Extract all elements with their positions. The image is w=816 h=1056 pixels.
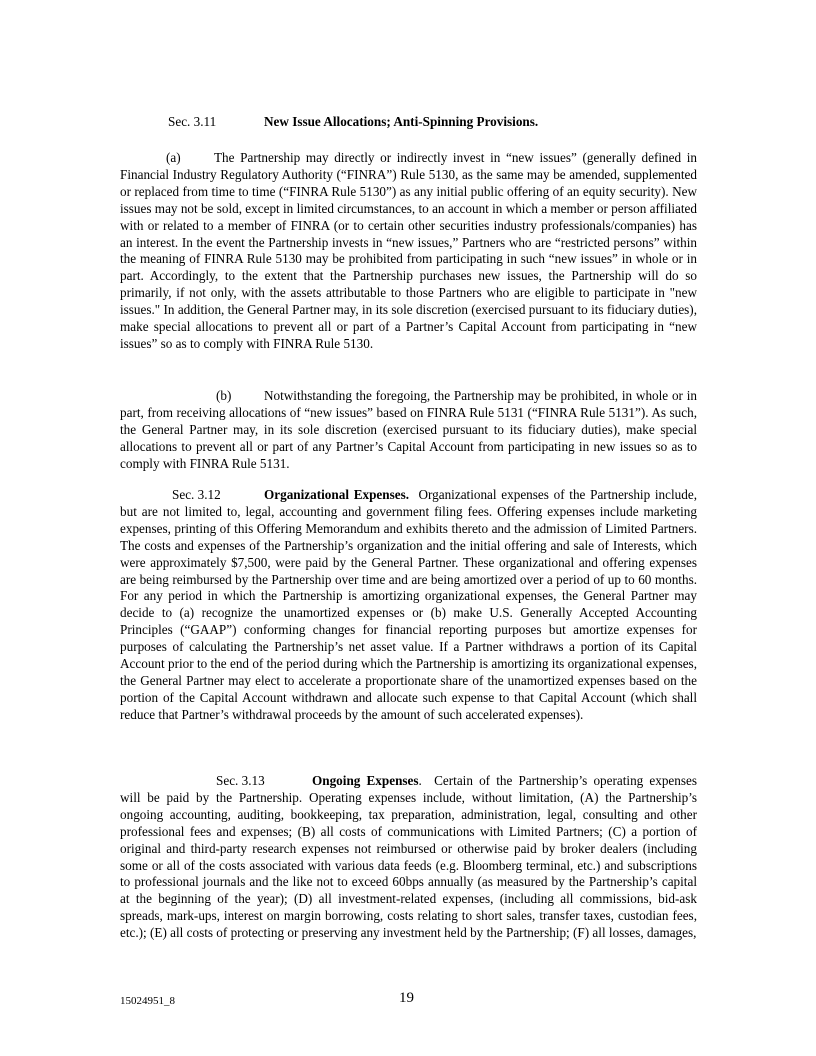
section-title: Organizational Expenses. (264, 487, 410, 502)
paragraph-text: The Partnership may directly or indirectly invest in “new issues” (generally defined in Financial Industry Regulatory Authority (“FINRA”) Rule 5130, as the same may be amended, supplemented or replaced from time to time (“FINRA Rule 5130”) as any initial public offering of an equity security). New issues may not be sold, except in limited circumstances, to an account in which a member or person affiliated with or related to a member of FINRA (or to certain other securities industry professionals/companies) has an interest. In the event the Partnership invests in “new issues,” Partners who are “restricted persons” within the meaning of FINRA Rule 5130 may be prohibited from participating in such “new issues” in whole or in part. Accordingly, to the extent that the Partnership purchases new issues, the Partnership will do so primarily, if not only, with the assets attributable to those Partners who are eligible to participate in "new issues." In addition, the General Partner may, in its sole discretion (exercised pursuant to its fiduciary duties), make special allocations to prevent all or part of a Partner’s Capital Account from participating in “new issues” so as to comply with FINRA Rule 5130. (120, 150, 697, 351)
section-title: Ongoing Expenses (312, 773, 419, 788)
page-number: 19 (399, 990, 414, 1006)
paragraph-text: Certain of the Partnership’s operating expenses will be paid by the Partnership. Operating expenses include, without limitation, (A) the Partnership’s ongoing accounting, auditing, bookkeeping, tax preparation, administration, legal, consulting and other professional fees and expenses; (B) all costs of communications with Limited Partners; (C) a portion of original and third-party research expenses not reimbursed or otherwise paid by broker dealers (including some or all of the costs associated with various data feeds (e.g. Bloomberg terminal, etc.) and subscriptions to professional journals and the like not to exceed 60bps annually (as measured by the Partnership’s capital at the beginning of the year); (D) all investment-related expenses, (including all commissions, bid-ask spreads, mark-ups, interest on margin borrowing, costs relating to short sales, transfer taxes, custodian fees, etc.); (E) all costs of protecting or preserving any investment held by the Partnership; (F) all losses, damages, (120, 773, 697, 941)
paragraph-label: (a) (166, 150, 181, 165)
paragraph-text: Notwithstanding the foregoing, the Partnership may be prohibited, in whole or in part, from receiving allocations of “new issues” based on FINRA Rule 5131 (“FINRA Rule 5131”). As such, the General Partner may, in its sole discretion (exercised pursuant to its fiduciary duties), make special allocations to prevent all or part of any Partner’s Capital Account from participating in new issues so as to comply with FINRA Rule 5131. (120, 388, 697, 471)
section-3-12-paragraph (120, 487, 697, 724)
section-number: Sec. 3.13 (216, 773, 265, 788)
section-3-11-paragraph-a (120, 150, 697, 353)
document-id: 15024951_8 (120, 995, 175, 1007)
section-3-13-paragraph (120, 773, 697, 942)
section-number: Sec. 3.12 (172, 487, 221, 502)
section-3-11-heading (168, 113, 538, 130)
paragraph-label: (b) (216, 388, 232, 403)
section-title-punctuation: . (418, 773, 422, 788)
section-number: Sec. 3.11 (168, 114, 217, 129)
section-3-11-paragraph-b (120, 388, 697, 473)
paragraph-text: Organizational expenses of the Partnership include, but are not limited to, legal, accounting and government filing fees. Offering expenses include marketing expenses, printing of this Offering Memorandum and exhibits thereto and the admission of Limited Partners. The costs and expenses of the Partnership’s organization and the initial offering and sale of Interests, which were approximately $7,500, were paid by the General Partner. These organizational and offering expenses are being reimbursed by the Partnership over time and are being amortized over a period of up to 60 months. For any period in which the Partnership is amortizing organizational expenses, the General Partner may decide to (a) recognize the unamortized expenses or (b) make U.S. Generally Accepted Accounting Principles (“GAAP”) conforming changes for financial reporting purposes but amortize expenses for purposes of calculating the Partnership’s net asset value. If a Partner withdraws a portion of its Capital Account prior to the end of the period during which the Partnership is amortizing its organizational expenses, the General Partner may elect to accelerate a proportionate share of the unamortized expenses based on the portion of the Capital Account withdrawn and allocate such expense to that Capital Account (which shall reduce that Partner’s withdrawal proceeds by the amount of such accelerated expenses). (120, 487, 698, 722)
section-title: New Issue Allocations; Anti-Spinning Provisions. (264, 114, 539, 129)
